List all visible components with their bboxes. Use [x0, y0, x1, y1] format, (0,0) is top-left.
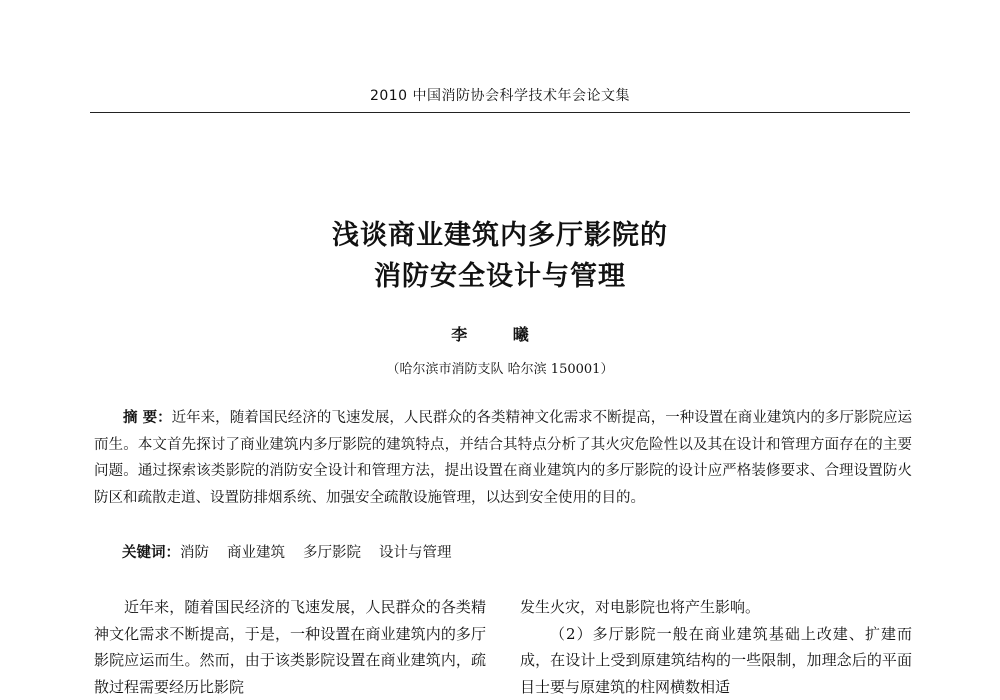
abstract-label: 摘 要： — [123, 410, 172, 426]
abstract-text: 近年来，随着国民经济的飞速发展，人民群众的各类精神文化需求不断提高，一种设置在商业建筑内的多厅影院应运而生。本文首先探讨了商业建筑内多厅影院的建筑特点，并结合其特点分析了其火灾危险性以及其在设计和管理方面存在的主要问题。通过探索该类影院的消防安全设计和管理方法，提出设置在商业建筑内的多厅影院的设计应严格装修要求、合理设置防火防区和疏散走道、设置防排烟系统、加强安全疏散设施管理，以达到安全使用的目的。 — [94, 410, 912, 506]
body-paragraph: 发生火灾，对电影院也将产生影响。 — [520, 594, 912, 621]
body-paragraph: 近年来，随着国民经济的飞速发展，人民群众的各类精神文化需求不断提高，于是，一种设置在商业建筑内的多厅影院应运而生。然而，由于该类影院设置在商业建筑内，疏散过程需要经历比影院 — [94, 594, 486, 700]
keywords — [122, 541, 452, 562]
keyword-item: 多厅影院 — [303, 545, 361, 561]
abstract — [94, 405, 912, 511]
header-rule — [90, 112, 910, 113]
keyword-item: 商业建筑 — [227, 545, 285, 561]
keyword-item: 消防 — [180, 545, 209, 561]
author-affiliation: （哈尔滨市消防支队 哈尔滨 150001） — [0, 358, 1000, 377]
keyword-item: 设计与管理 — [379, 545, 452, 561]
keywords-label: 关键词： — [122, 545, 180, 561]
body-paragraph: （2）多厅影院一般在商业建筑基础上改建、扩建而成，在设计上受到原建筑结构的一些限制，加理念后的平面目士要与原建筑的柱网横数相适 — [520, 621, 912, 700]
title-line-1: 浅谈商业建筑内多厅影院的 — [0, 213, 1000, 252]
body-column-left — [94, 594, 486, 700]
running-header: 2010 中国消防协会科学技术年会论文集 — [90, 85, 910, 109]
body-column-right — [520, 594, 912, 700]
title-line-2: 消防安全设计与管理 — [0, 254, 1000, 293]
author-name: 李 曦 — [0, 322, 1000, 345]
